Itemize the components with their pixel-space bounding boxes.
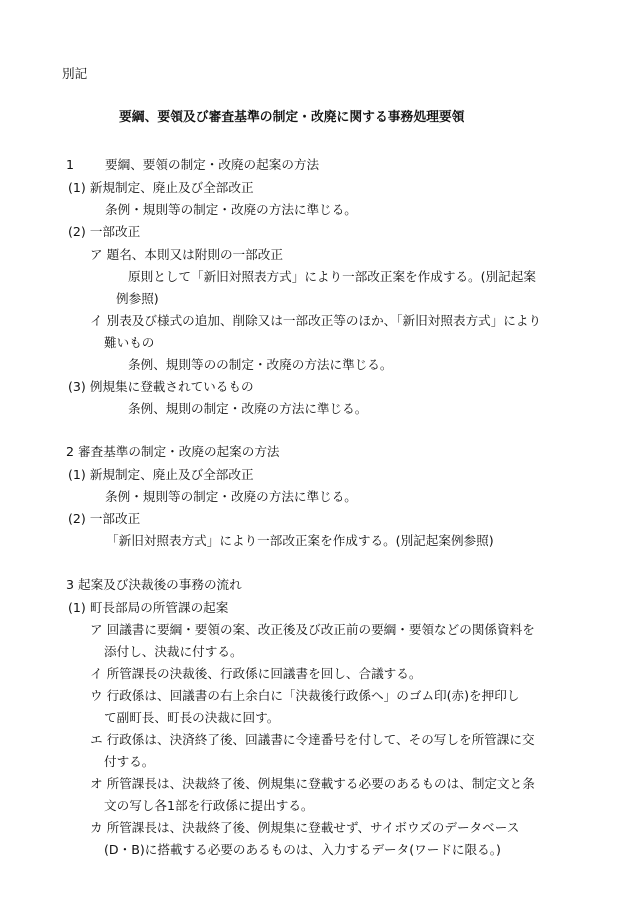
s3-item-a-2: 添付し、決裁に付する。 xyxy=(104,644,243,659)
s2-item-1-body: 条例・規則等の制定・改廃の方法に準じる。 xyxy=(105,489,357,504)
section-3-heading: 3 起案及び決裁後の事務の流れ xyxy=(66,577,242,592)
s1-item-2: (2) 一部改正 xyxy=(68,224,141,239)
s3-item-1: (1) 町長部局の所管課の起案 xyxy=(68,600,229,615)
s3-item-d-2: 付する。 xyxy=(104,754,155,769)
s1-item-1: (1) 新規制定、廃止及び全部改正 xyxy=(68,180,254,195)
s3-item-b: イ 所管課長の決裁後、行政係に回議書を回し、合議する。 xyxy=(90,666,422,681)
s2-item-2-body: 「新旧対照表方式」により一部改正案を作成する。(別記起案例参照) xyxy=(106,533,494,548)
s2-item-2: (2) 一部改正 xyxy=(68,511,141,526)
s1-item-2b-1: イ 別表及び様式の追加、削除又は一部改正等のほか、「新旧対照表方式」により xyxy=(90,313,542,328)
s1-item-2a-body-2: 例参照) xyxy=(116,291,159,306)
section-1-heading: 要綱、要領の制定・改廃の起案の方法 xyxy=(105,157,320,172)
s3-item-e-1: オ 所管課長は、決裁終了後、例規集に登載する必要のあるものは、制定文と条 xyxy=(90,776,535,791)
s3-item-c-1: ウ 行政係は、回議書の右上余白に「決裁後行政係へ」のゴム印(赤)を押印し xyxy=(90,688,520,703)
section-1-number: 1 xyxy=(66,157,75,172)
s1-item-2b-2: 難いもの xyxy=(104,335,155,350)
s1-item-2a: ア 題名、本則又は附則の一部改正 xyxy=(90,247,283,262)
section-2-heading: 2 審査基準の制定・改廃の起案の方法 xyxy=(66,444,280,459)
document-title: 要綱、要領及び審査基準の制定・改廃に関する事務処理要領 xyxy=(119,110,465,125)
attachment-label: 別記 xyxy=(62,66,88,81)
s3-item-f-1: カ 所管課長は、決裁終了後、例規集に登載せず、サイボウズのデータベース xyxy=(90,820,520,835)
s1-item-3-body: 条例、規則の制定・改廃の方法に準じる。 xyxy=(128,401,368,416)
s3-item-c-2: て副町長、町長の決裁に回す。 xyxy=(104,710,280,725)
s3-item-a-1: ア 回議書に要綱・要領の案、改正後及び改正前の要綱・要領などの関係資料を xyxy=(90,622,535,637)
s3-item-e-2: 文の写し各1部を行政係に提出する。 xyxy=(104,798,314,813)
s3-item-f-2: (D・B)に搭載する必要のあるものは、入力するデータ(ワードに限る。) xyxy=(104,842,501,857)
s1-item-2b-body: 条例、規則等のの制定・改廃の方法に準じる。 xyxy=(128,357,393,372)
s1-item-2a-body-1: 原則として「新旧対照表方式」により一部改正案を作成する。(別記起案 xyxy=(128,269,536,284)
s2-item-1: (1) 新規制定、廃止及び全部改正 xyxy=(68,467,254,482)
s1-item-1-body: 条例・規則等の制定・改廃の方法に準じる。 xyxy=(105,202,357,217)
s3-item-d-1: エ 行政係は、決済終了後、回議書に令達番号を付して、その写しを所管課に交 xyxy=(90,732,535,747)
s1-item-3: (3) 例規集に登載されているもの xyxy=(68,379,254,394)
